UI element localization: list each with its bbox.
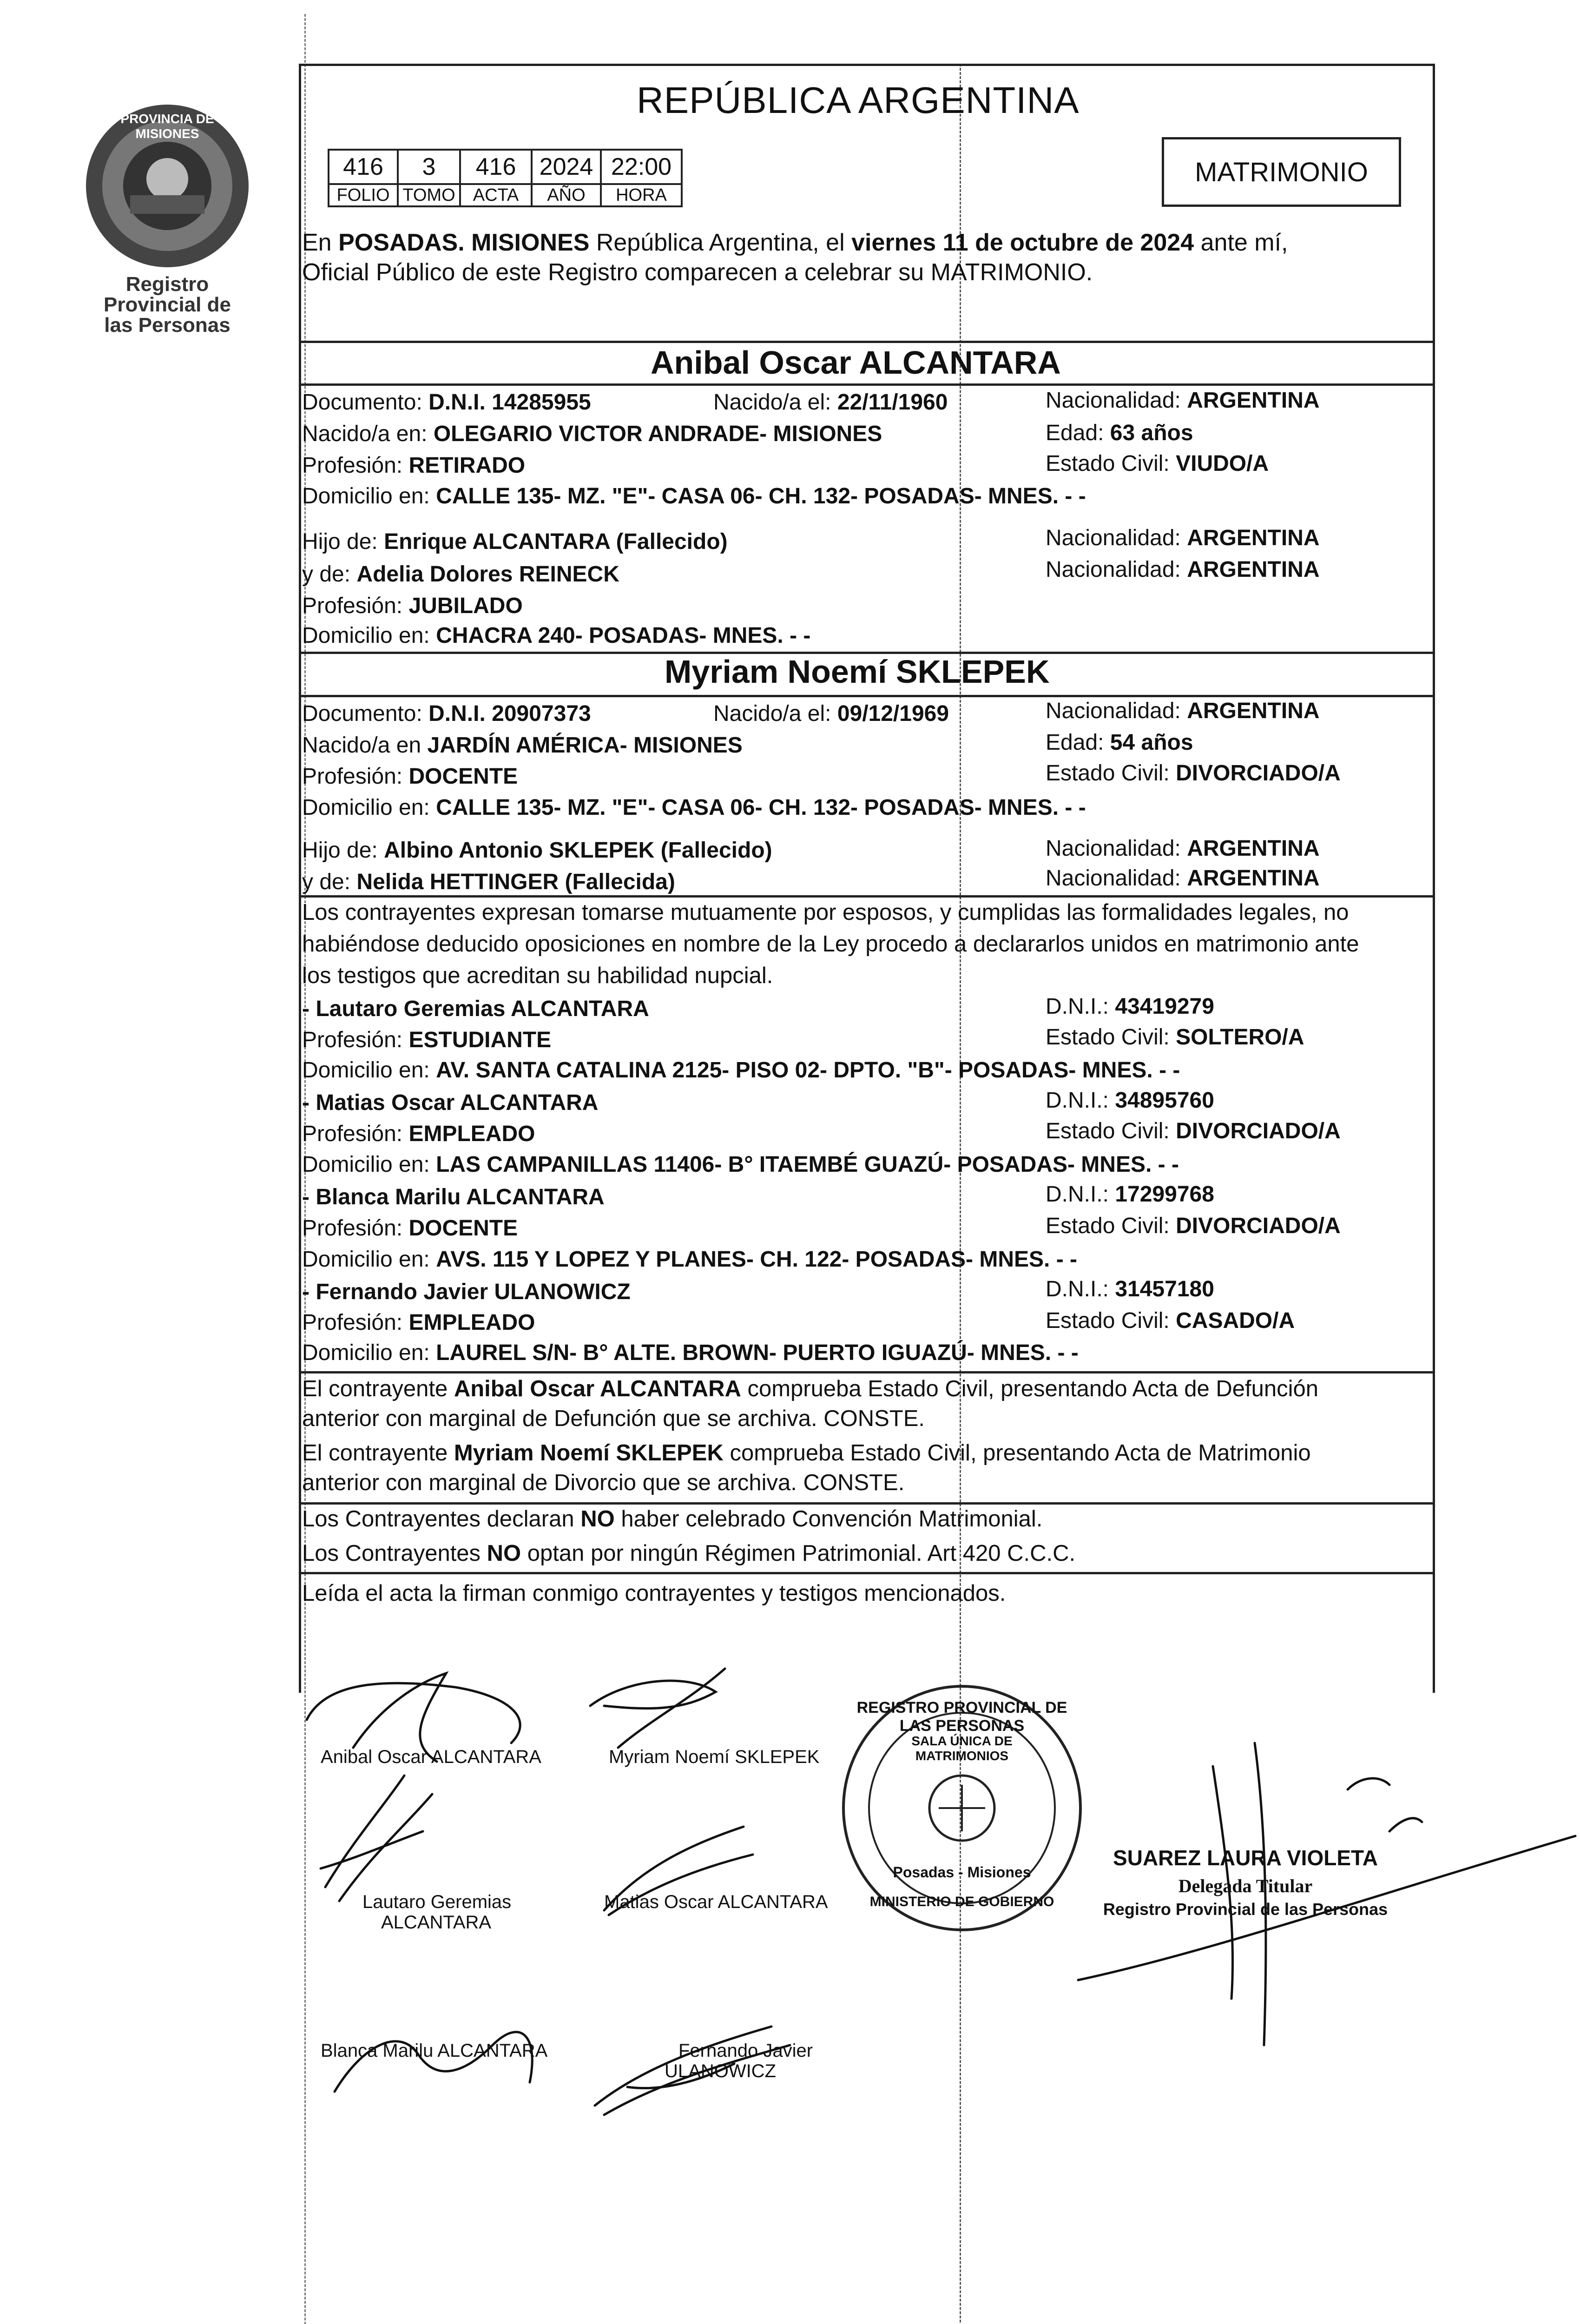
witness-name: - Matias Oscar ALCANTARA bbox=[302, 1090, 599, 1115]
registry-logo bbox=[70, 98, 265, 337]
label: Domicilio en: bbox=[302, 795, 436, 820]
spouse1-parent-prof bbox=[302, 593, 523, 619]
spouse2-civil bbox=[1046, 760, 1341, 786]
seal-place-text: Posadas - Misiones bbox=[893, 1864, 1031, 1881]
intro-text: República Argentina, el bbox=[589, 229, 852, 256]
value: CASADO/A bbox=[1176, 1308, 1295, 1333]
label: Profesión: bbox=[302, 453, 409, 478]
value: Enrique ALCANTARA (Fallecido) bbox=[384, 529, 728, 554]
closing-text: Leída el acta la firman conmigo contrayentes y testigos mencionados. bbox=[302, 1581, 1006, 1606]
label: Nacionalidad: bbox=[1046, 557, 1187, 582]
value: AV. SANTA CATALINA 2125- PISO 02- DPTO. "B"- POSADAS- MNES. - - bbox=[436, 1058, 1180, 1083]
label: D.N.I.: bbox=[1046, 1088, 1115, 1113]
spouse1-prof bbox=[302, 453, 525, 478]
text: haber celebrado Convención Matrimonial. bbox=[614, 1506, 1043, 1532]
spouse2-doc bbox=[302, 701, 591, 726]
text: Lautaro Geremias bbox=[362, 1892, 512, 1912]
declaration-line-2: habiéndose deducido oposiciones en nombre de la Ley procedo a declararlos unidos en matrimonio ante bbox=[302, 931, 1359, 957]
signature-label-spouse2: Myriam Noemí SKLEPEK bbox=[609, 1747, 820, 1767]
declaration-line-1: Los contrayentes expresan tomarse mutuamente por esposos, y cumplidas las formalidades legales, no bbox=[302, 900, 1349, 925]
spouse1-name: Anibal Oscar ALCANTARA bbox=[651, 344, 1061, 381]
section-divider bbox=[299, 895, 1433, 898]
value: RETIRADO bbox=[408, 453, 526, 478]
value: ARGENTINA bbox=[1187, 699, 1320, 723]
value: 22/11/1960 bbox=[837, 390, 948, 415]
spouse1-mother bbox=[302, 561, 619, 587]
folio-label: FOLIO bbox=[329, 184, 398, 206]
label: Estado Civil: bbox=[1046, 1214, 1176, 1238]
label: Estado Civil: bbox=[1046, 761, 1176, 786]
intro-line-1 bbox=[302, 229, 1288, 257]
label: Documento: bbox=[302, 390, 429, 415]
label: Profesión: bbox=[302, 1216, 409, 1241]
acta-label: ACTA bbox=[460, 184, 532, 206]
seal-inner-text: SALA ÚNICA DE MATRIMONIOS bbox=[911, 1734, 1013, 1763]
text: Los Contrayentes declaran bbox=[302, 1506, 581, 1532]
section-divider bbox=[299, 1502, 1433, 1505]
label: Nacionalidad: bbox=[1046, 836, 1187, 861]
spouse2-age bbox=[1046, 730, 1193, 755]
anio-label: AÑO bbox=[532, 184, 601, 206]
label: Edad: bbox=[1046, 421, 1110, 445]
label: Nacionalidad: bbox=[1046, 526, 1187, 550]
section-divider bbox=[299, 341, 1433, 343]
spouse2-addr bbox=[302, 795, 1086, 820]
text: comprueba Estado Civil, presentando Acta de Defunción bbox=[741, 1376, 1318, 1401]
label: Domicilio en: bbox=[302, 1058, 436, 1083]
value: CALLE 135- MZ. "E"- CASA 06- CH. 132- POSADAS- MNES. - - bbox=[436, 484, 1086, 508]
signature-label-witness4 bbox=[665, 2040, 813, 2081]
witness-prof bbox=[302, 1310, 535, 1335]
value: AVS. 115 Y LOPEZ Y PLANES- CH. 122- POSADAS- MNES. - - bbox=[436, 1247, 1078, 1272]
tomo-label: TOMO bbox=[398, 184, 460, 206]
value: DIVORCIADO/A bbox=[1176, 1214, 1341, 1238]
witness-addr bbox=[302, 1247, 1077, 1272]
logo-ring-text: PROVINCIA DE MISIONES bbox=[120, 112, 214, 141]
label: Estado Civil: bbox=[1046, 1119, 1176, 1143]
spouse1-father bbox=[302, 529, 728, 555]
value: Adelia Dolores REINECK bbox=[356, 562, 619, 587]
signature-label-witness2: Matias Oscar ALCANTARA bbox=[604, 1892, 828, 1912]
label: y de: bbox=[302, 870, 357, 894]
spouse1-nat bbox=[1046, 388, 1320, 413]
value: SOLTERO/A bbox=[1176, 1025, 1304, 1050]
spouse2-father bbox=[302, 838, 772, 863]
value: JARDÍN AMÉRICA- MISIONES bbox=[427, 733, 743, 758]
value: JUBILADO bbox=[408, 594, 523, 618]
label: y de: bbox=[302, 562, 357, 587]
tomo-value: 3 bbox=[398, 150, 460, 184]
witness-dni bbox=[1046, 994, 1214, 1019]
witness-name: - Lautaro Geremias ALCANTARA bbox=[302, 997, 649, 1021]
witness-prof bbox=[302, 1215, 518, 1241]
label: Hijo de: bbox=[302, 838, 384, 863]
seal-outer-text: REGISTRO PROVINCIAL DE LAS PERSONAS bbox=[856, 1699, 1067, 1735]
note-spouse2-line-2: anterior con marginal de Divorcio que se archiva. CONSTE. bbox=[302, 1470, 905, 1495]
acta-value: 416 bbox=[460, 150, 532, 184]
text: Los Contrayentes bbox=[302, 1541, 487, 1566]
text: El contrayente bbox=[302, 1376, 454, 1401]
section-divider bbox=[299, 1572, 1433, 1574]
value: Albino Antonio SKLEPEK (Fallecido) bbox=[384, 838, 772, 863]
label: Edad: bbox=[1046, 730, 1110, 755]
intro-text: En bbox=[302, 229, 339, 256]
signature-label-spouse1: Anibal Oscar ALCANTARA bbox=[321, 1747, 541, 1767]
label: Nacionalidad: bbox=[1046, 388, 1187, 413]
spouse2-mother-nat bbox=[1046, 865, 1320, 891]
value: 43419279 bbox=[1115, 994, 1214, 1019]
text: Fernando Javier bbox=[678, 2040, 813, 2061]
label: Estado Civil: bbox=[1046, 1025, 1176, 1050]
anio-value: 2024 bbox=[532, 150, 601, 184]
witness-addr bbox=[302, 1340, 1079, 1366]
value: 54 años bbox=[1110, 730, 1193, 755]
value: 17299768 bbox=[1115, 1182, 1214, 1207]
label: Domicilio en: bbox=[302, 1152, 436, 1177]
label: Nacido/a el: bbox=[713, 390, 837, 415]
signature-label-witness3: Blanca Marilu ALCANTARA bbox=[321, 2040, 548, 2061]
label: Domicilio en: bbox=[302, 623, 436, 648]
official-organization: Registro Provincial de las Personas bbox=[1103, 1900, 1388, 1919]
text: Anibal Oscar ALCANTARA bbox=[454, 1376, 741, 1401]
value: EMPLEADO bbox=[408, 1122, 535, 1146]
value: 63 años bbox=[1110, 421, 1193, 445]
spouse2-prof bbox=[302, 764, 518, 789]
spouse1-place bbox=[302, 421, 882, 447]
value: VIUDO/A bbox=[1176, 451, 1269, 476]
label: Profesión: bbox=[302, 1122, 409, 1146]
label: D.N.I.: bbox=[1046, 1277, 1115, 1301]
witness-name: - Fernando Javier ULANOWICZ bbox=[302, 1280, 631, 1304]
spouse2-father-nat bbox=[1046, 836, 1320, 861]
hora-value: 22:00 bbox=[601, 150, 682, 184]
text: ULANOWICZ bbox=[665, 2061, 776, 2081]
label: Estado Civil: bbox=[1046, 1308, 1176, 1333]
spouse1-age bbox=[1046, 420, 1193, 446]
note-spouse1-line-1 bbox=[302, 1376, 1318, 1402]
official-role: Delegada Titular bbox=[1178, 1875, 1313, 1896]
label: Profesión: bbox=[302, 1028, 409, 1052]
intro-line-2: Oficial Público de este Registro comparecen a celebrar su MATRIMONIO. bbox=[302, 259, 1093, 286]
seal-bottom-text: MINISTERIO DE GOBIERNO bbox=[869, 1894, 1054, 1909]
value: 09/12/1969 bbox=[837, 701, 949, 726]
witness-dni bbox=[1046, 1276, 1214, 1302]
witness-prof bbox=[302, 1121, 535, 1147]
spouse1-mother-nat bbox=[1046, 557, 1320, 582]
note-convention bbox=[302, 1506, 1042, 1532]
value: D.N.I. 14285955 bbox=[428, 390, 591, 415]
value: DOCENTE bbox=[408, 1216, 518, 1241]
value: LAUREL S/N- B° ALTE. BROWN- PUERTO IGUAZÚ- MNES. - - bbox=[436, 1340, 1079, 1365]
note-spouse2-line-1 bbox=[302, 1440, 1311, 1466]
document-type-box: MATRIMONIO bbox=[1162, 137, 1401, 207]
label: Nacionalidad: bbox=[1046, 866, 1187, 891]
official-stamp bbox=[1083, 1845, 1408, 1919]
text: optan por ningún Régimen Patrimonial. Art 420 C.C.C. bbox=[521, 1541, 1076, 1566]
value: Nelida HETTINGER (Fallecida) bbox=[356, 870, 675, 894]
spouse2-mother bbox=[302, 869, 675, 895]
section-divider bbox=[299, 1371, 1433, 1373]
spouse1-father-nat bbox=[1046, 525, 1320, 551]
hora-label: HORA bbox=[601, 184, 682, 206]
witness-dni bbox=[1046, 1088, 1214, 1113]
label: Domicilio en: bbox=[302, 1340, 436, 1365]
witness-civil bbox=[1046, 1213, 1341, 1239]
value: LAS CAMPANILLAS 11406- B° ITAEMBÉ GUAZÚ- POSADAS- MNES. - - bbox=[436, 1152, 1179, 1177]
value: ARGENTINA bbox=[1187, 866, 1320, 891]
value: CALLE 135- MZ. "E"- CASA 06- CH. 132- POSADAS- MNES. - - bbox=[436, 795, 1086, 820]
value: ARGENTINA bbox=[1187, 526, 1320, 550]
value: 31457180 bbox=[1115, 1277, 1214, 1301]
intro-date: viernes 11 de octubre de 2024 bbox=[851, 229, 1194, 256]
label: Nacido/a en: bbox=[302, 422, 434, 446]
note-regime bbox=[302, 1540, 1075, 1566]
label: Documento: bbox=[302, 701, 429, 726]
label: Nacido/a en bbox=[302, 733, 428, 758]
witness-civil bbox=[1046, 1024, 1304, 1050]
label: Domicilio en: bbox=[302, 1247, 436, 1272]
spouse2-nat bbox=[1046, 698, 1320, 724]
witness-civil bbox=[1046, 1308, 1295, 1334]
value: ESTUDIANTE bbox=[408, 1028, 552, 1052]
value: ARGENTINA bbox=[1187, 388, 1320, 413]
value: DIVORCIADO/A bbox=[1176, 761, 1341, 786]
spouse2-name: Myriam Noemí SKLEPEK bbox=[665, 654, 1050, 690]
spouse2-place bbox=[302, 733, 743, 758]
spouse1-doc bbox=[302, 390, 591, 415]
label: Profesión: bbox=[302, 764, 409, 789]
section-divider bbox=[299, 695, 1433, 697]
spouse1-parent-addr bbox=[302, 623, 810, 648]
label: Profesión: bbox=[302, 1310, 409, 1335]
intro-text: ante mí, bbox=[1194, 229, 1288, 256]
value: ARGENTINA bbox=[1187, 836, 1320, 861]
text: Myriam Noemí SKLEPEK bbox=[454, 1440, 724, 1466]
text: NO bbox=[487, 1541, 521, 1566]
label: Profesión: bbox=[302, 594, 409, 618]
label: D.N.I.: bbox=[1046, 994, 1115, 1019]
witness-addr bbox=[302, 1152, 1179, 1177]
label: D.N.I.: bbox=[1046, 1182, 1115, 1207]
value: D.N.I. 20907373 bbox=[428, 701, 591, 726]
value: OLEGARIO VICTOR ANDRADE- MISIONES bbox=[433, 422, 882, 446]
witness-addr bbox=[302, 1057, 1180, 1083]
label: Nacido/a el: bbox=[713, 701, 837, 726]
value: CHACRA 240- POSADAS- MNES. - - bbox=[436, 623, 811, 648]
value: ARGENTINA bbox=[1187, 557, 1320, 582]
label: Domicilio en: bbox=[302, 484, 436, 508]
spouse1-born bbox=[713, 390, 948, 415]
text: El contrayente bbox=[302, 1440, 454, 1466]
value: DOCENTE bbox=[408, 764, 518, 789]
witness-prof bbox=[302, 1027, 551, 1053]
note-spouse1-line-2: anterior con marginal de Defunción que se archiva. CONSTE. bbox=[302, 1406, 925, 1431]
witness-dni bbox=[1046, 1182, 1214, 1207]
text: ALCANTARA bbox=[381, 1912, 492, 1933]
value: EMPLEADO bbox=[408, 1310, 535, 1335]
value: DIVORCIADO/A bbox=[1176, 1119, 1341, 1143]
label: Hijo de: bbox=[302, 529, 384, 554]
signature-label-witness1 bbox=[362, 1892, 511, 1933]
logo-caption: Registro Provincial de las Personas bbox=[104, 273, 231, 337]
country-title: REPÚBLICA ARGENTINA bbox=[637, 79, 1080, 121]
official-name: SUAREZ LAURA VIOLETA bbox=[1113, 1846, 1378, 1870]
text: NO bbox=[580, 1506, 615, 1532]
text: comprueba Estado Civil, presentando Acta de Matrimonio bbox=[723, 1440, 1311, 1466]
spouse1-civil bbox=[1046, 451, 1269, 476]
spouse1-addr bbox=[302, 483, 1086, 509]
witness-name: - Blanca Marilu ALCANTARA bbox=[302, 1185, 605, 1209]
declaration-line-3: los testigos que acreditan su habilidad nupcial. bbox=[302, 963, 773, 988]
folio-value: 416 bbox=[329, 150, 398, 184]
value: 34895760 bbox=[1115, 1088, 1214, 1113]
intro-place: POSADAS. MISIONES bbox=[338, 229, 590, 256]
label: Nacionalidad: bbox=[1046, 699, 1187, 723]
witness-civil bbox=[1046, 1118, 1341, 1144]
spouse2-born bbox=[713, 701, 949, 726]
section-divider bbox=[299, 383, 1433, 386]
official-seal bbox=[836, 1683, 1087, 1934]
label: Estado Civil: bbox=[1046, 451, 1176, 476]
record-codes-table bbox=[328, 149, 683, 207]
